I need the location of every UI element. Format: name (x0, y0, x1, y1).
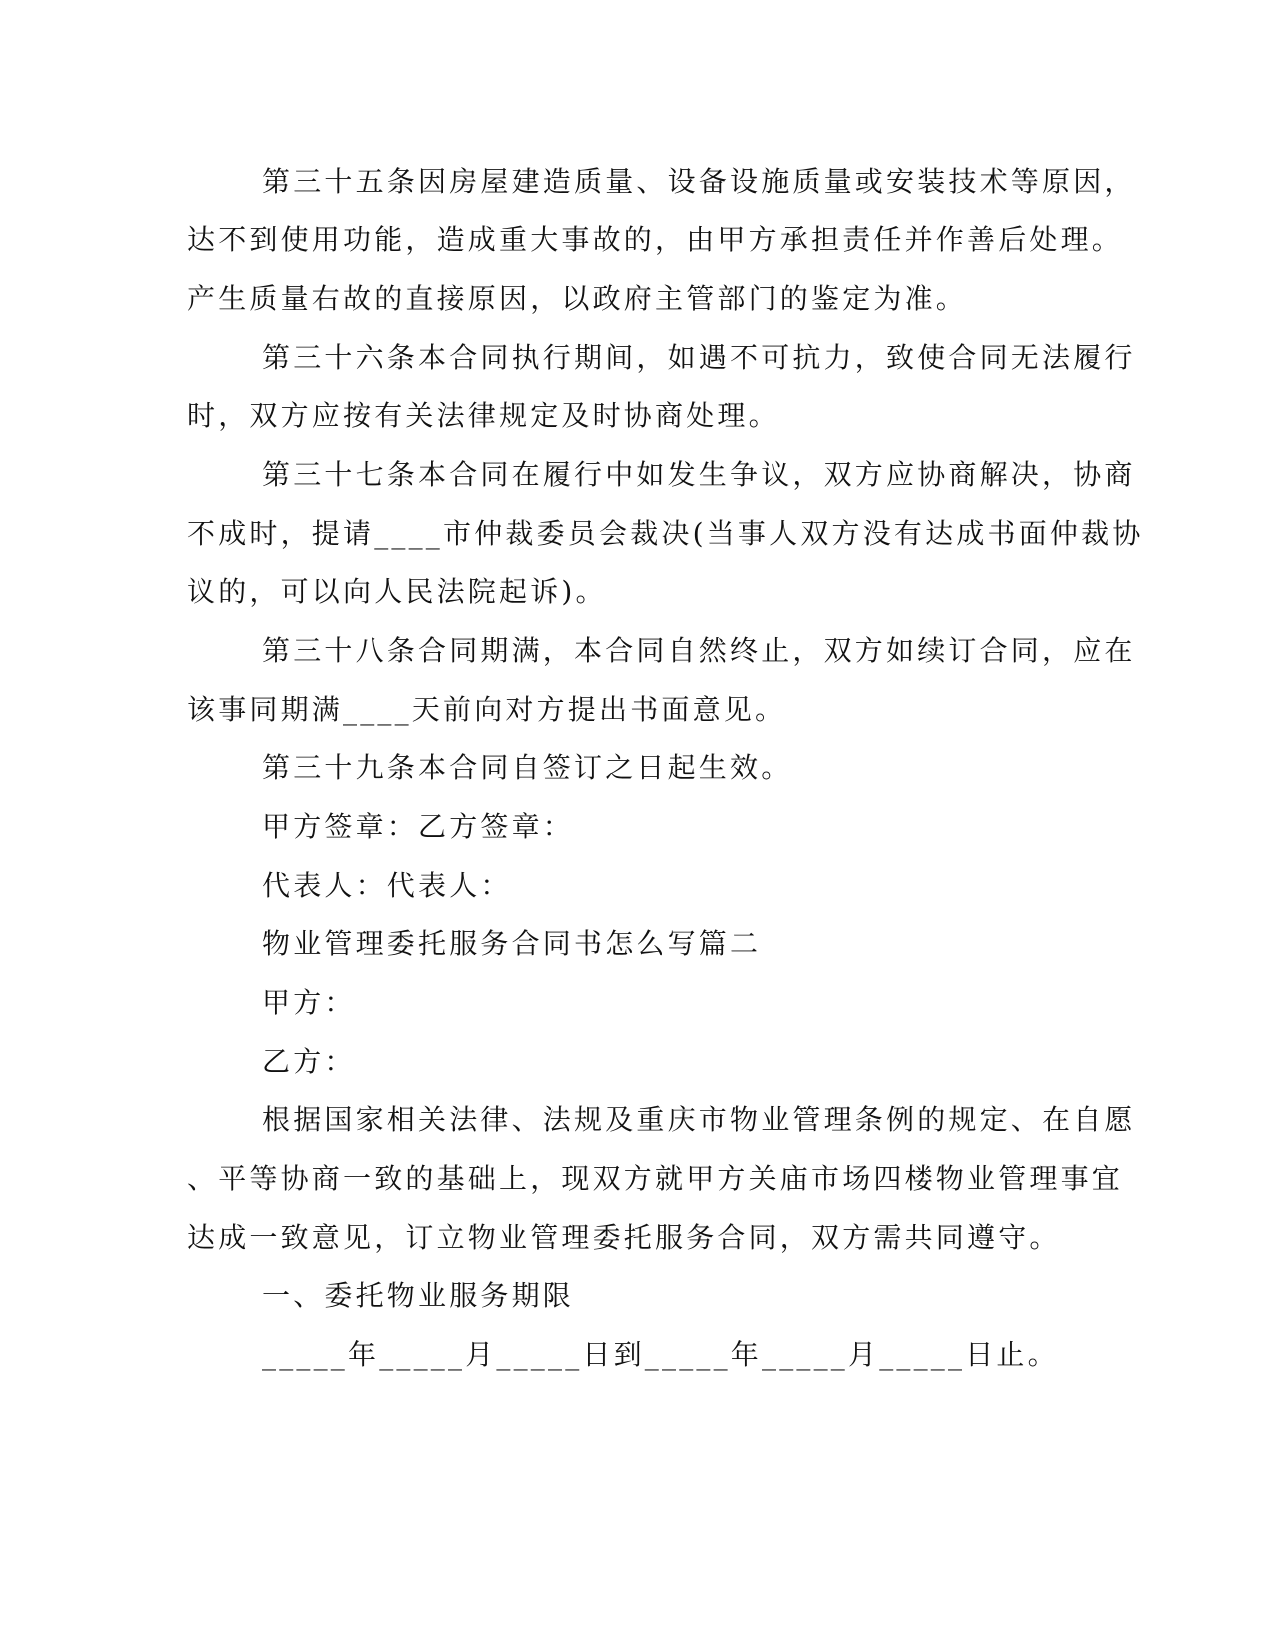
service-period-line: _____年_____月_____日到_____年_____月_____日止。 (262, 1338, 1059, 1371)
article-38-line-2: 该事同期满____天前向对方提出书面意见。 (187, 693, 787, 726)
article-36-line-2: 时，双方应按有关法律规定及时协商处理。 (187, 399, 780, 432)
clause-1-heading: 一、委托物业服务期限 (262, 1279, 575, 1312)
signature-line: 甲方签章：乙方签章： (262, 810, 575, 843)
section-heading: 物业管理委托服务合同书怎么写篇二 (262, 927, 762, 960)
article-35-line-3: 产生质量右故的直接原因，以政府主管部门的鉴定为准。 (187, 282, 968, 315)
party-a-line: 甲方： (262, 986, 356, 1019)
representative-line: 代表人：代表人： (262, 869, 512, 902)
article-37-line-1: 第三十七条本合同在履行中如发生争议，双方应协商解决，协商 (262, 458, 1136, 491)
preamble-line-1: 根据国家相关法律、法规及重庆市物业管理条例的规定、在自愿 (262, 1103, 1136, 1136)
article-37-line-2: 不成时，提请____市仲裁委员会裁决(当事人双方没有达成书面仲裁协 (187, 517, 1144, 550)
preamble-line-3: 达成一致意见，订立物业管理委托服务合同，双方需共同遵守。 (187, 1221, 1061, 1254)
article-36-line-1: 第三十六条本合同执行期间，如遇不可抗力，致使合同无法履行 (262, 341, 1136, 374)
article-38-line-1: 第三十八条合同期满，本合同自然终止，双方如续订合同，应在 (262, 634, 1136, 667)
article-35-line-1: 第三十五条因房屋建造质量、设备设施质量或安装技术等原因， (262, 165, 1136, 198)
article-37-line-3: 议的，可以向人民法院起诉)。 (187, 575, 607, 608)
preamble-line-2: 、平等协商一致的基础上，现双方就甲方关庙市场四楼物业管理事宜 (187, 1162, 1124, 1195)
article-39-line: 第三十九条本合同自签订之日起生效。 (262, 751, 793, 784)
party-b-line: 乙方： (262, 1045, 356, 1078)
article-35-line-2: 达不到使用功能，造成重大事故的，由甲方承担责任并作善后处理。 (187, 223, 1124, 256)
